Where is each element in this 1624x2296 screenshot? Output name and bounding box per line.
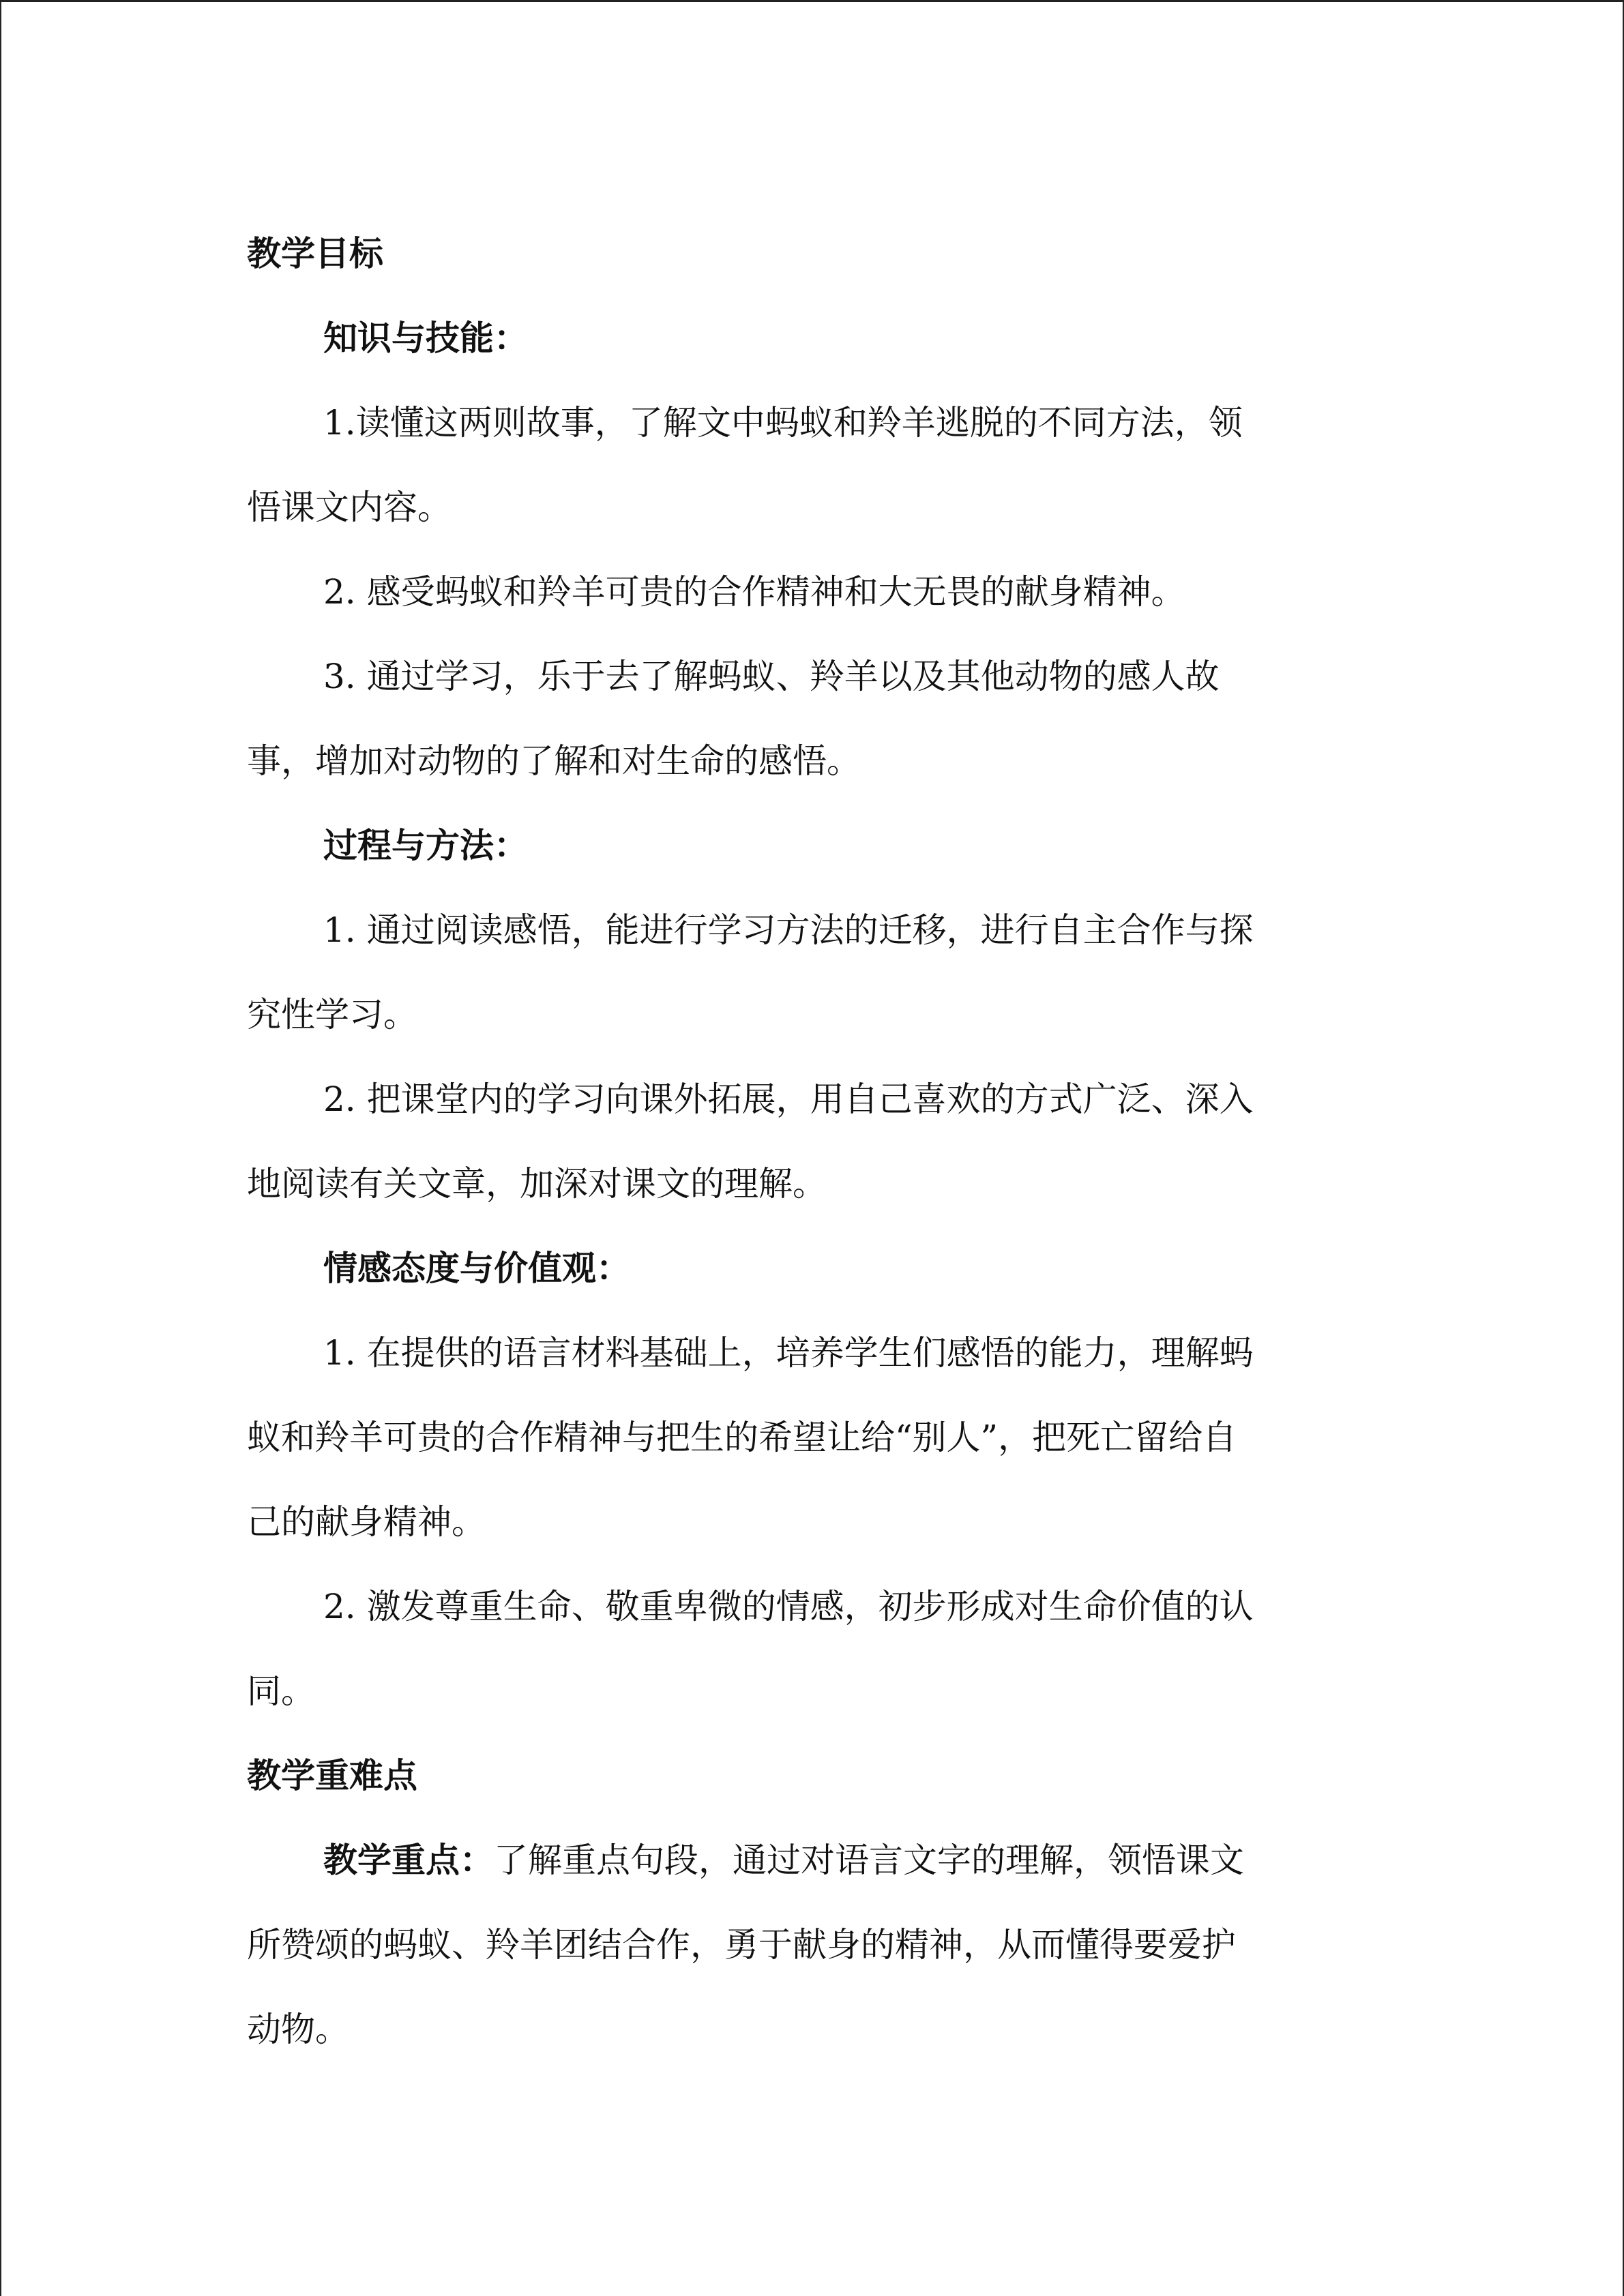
document-body — [247, 211, 1372, 2072]
key-point-line-2: 所赞颂的蚂蚁、羚羊团结合作，勇于献身的精神，从而懂得要爱护 — [247, 1925, 1236, 1965]
knowledge-item-1-line-1: 1.读懂这两则故事，了解文中蚂蚁和羚羊逃脱的不同方法，领 — [323, 403, 1243, 443]
heading-emotion-values: 情感态度与价值观： — [323, 1248, 630, 1288]
process-item-2-line-2: 地阅读有关文章，加深对课文的理解。 — [247, 1164, 827, 1204]
section-title-objectives: 教学目标 — [247, 233, 383, 273]
heading-knowledge-skills: 知识与技能： — [323, 318, 528, 358]
knowledge-item-1-line-2: 悟课文内容。 — [247, 488, 452, 527]
key-point-line-3: 动物。 — [247, 2010, 349, 2049]
process-item-1-line-2: 究性学习。 — [247, 995, 417, 1034]
knowledge-item-3-line-2: 事，增加对动物的了解和对生命的感悟。 — [247, 741, 861, 781]
key-point-label: 教学重点： — [323, 1840, 494, 1880]
emotion-item-1-line-3: 己的献身精神。 — [247, 1502, 486, 1542]
section-title-difficulties: 教学重难点 — [247, 1755, 417, 1795]
knowledge-item-2: 2. 感受蚂蚁和羚羊可贵的合作精神和大无畏的献身精神。 — [323, 572, 1185, 612]
knowledge-item-3-line-1: 3. 通过学习，乐于去了解蚂蚁、羚羊以及其他动物的感人故 — [323, 657, 1220, 696]
heading-process-methods: 过程与方法： — [323, 825, 528, 865]
key-point-line-1 — [247, 1818, 1372, 1903]
emotion-item-2-line-1: 2. 激发尊重生命、敬重卑微的情感，初步形成对生命价值的认 — [323, 1587, 1254, 1626]
emotion-item-2-line-2: 同。 — [247, 1671, 315, 1711]
process-item-2-line-1: 2. 把课堂内的学习向课外拓展，用自己喜欢的方式广泛、深入 — [323, 1079, 1254, 1119]
process-item-1-line-1: 1. 通过阅读感悟，能进行学习方法的迁移，进行自主合作与探 — [323, 910, 1254, 950]
emotion-item-1-line-1: 1. 在提供的语言材料基础上，培养学生们感悟的能力，理解蚂 — [323, 1333, 1254, 1373]
emotion-item-1-line-2: 蚁和羚羊可贵的合作精神与把生的希望让给“别人”，把死亡留给自 — [247, 1418, 1237, 1457]
key-point-text: 了解重点句段，通过对语言文字的理解，领悟课文 — [494, 1840, 1244, 1880]
